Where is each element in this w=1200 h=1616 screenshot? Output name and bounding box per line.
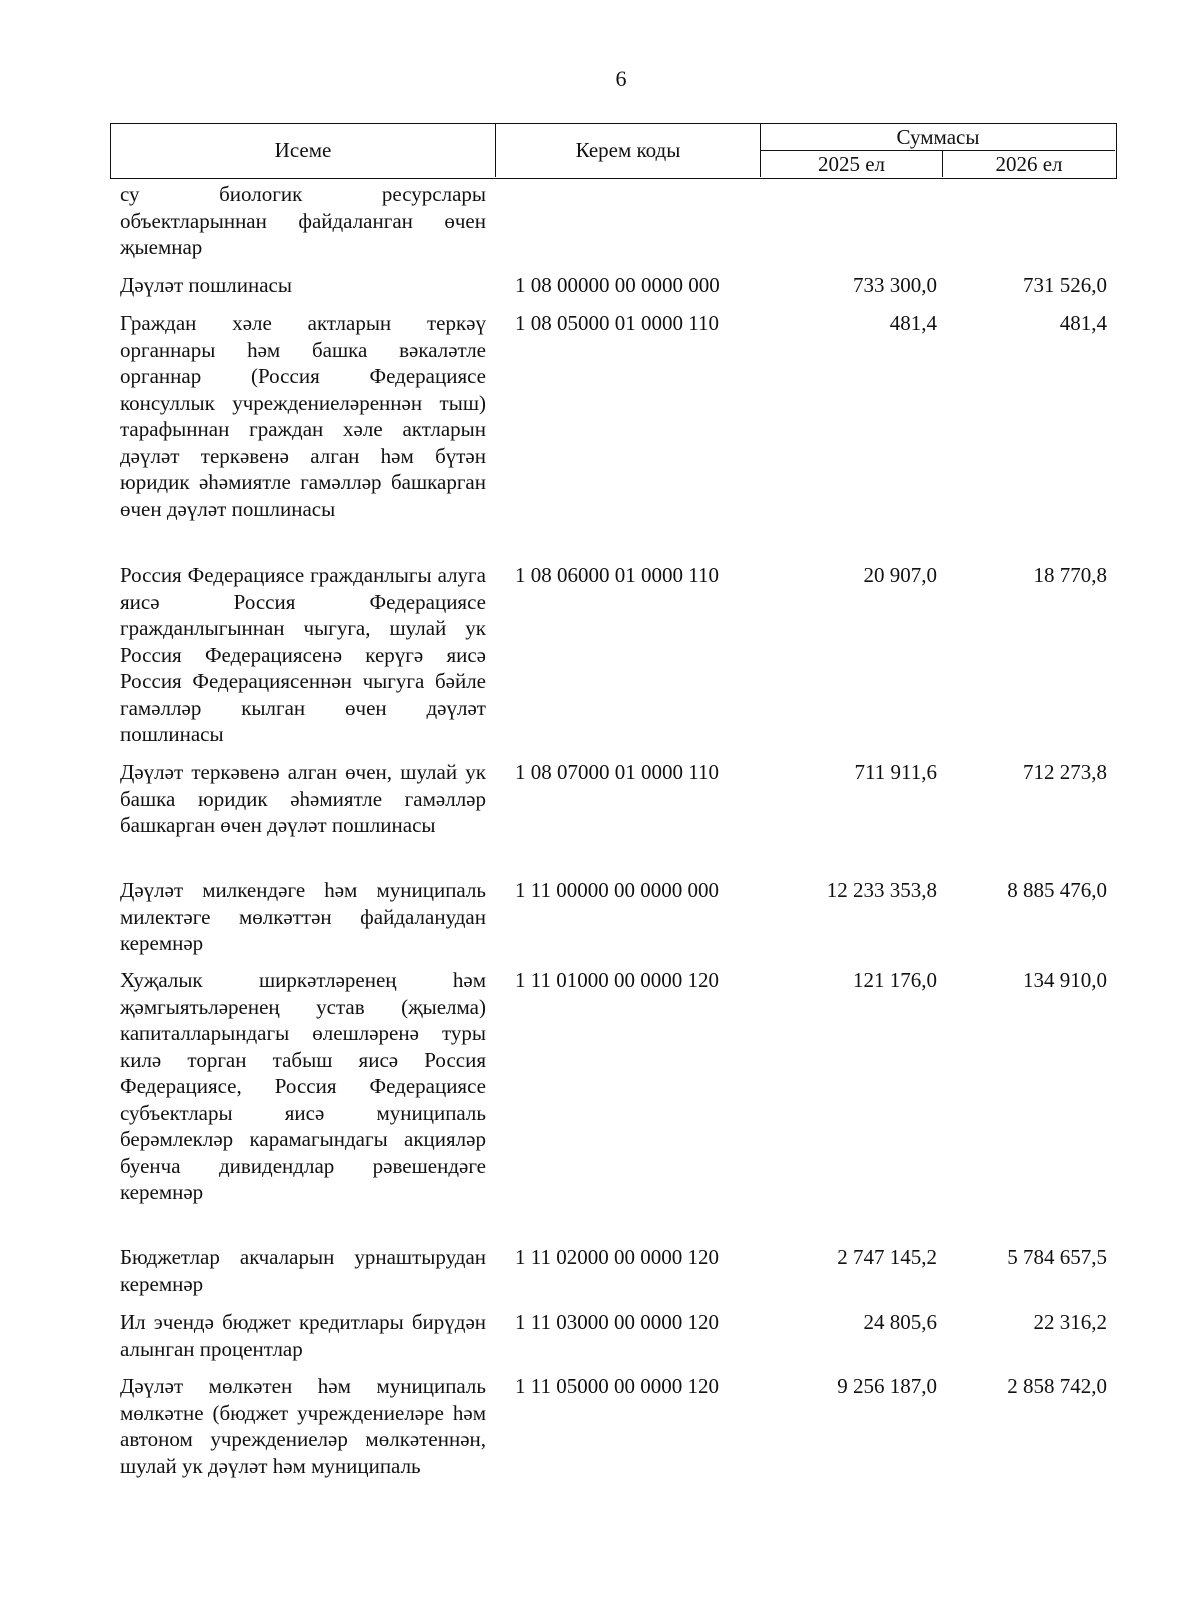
row-code: 1 08 06000 01 0000 110 <box>515 563 719 587</box>
row-value-2026: 134 910,0 <box>1023 968 1107 992</box>
row-name: Ил эчендә бюджет кредитлары бирүдән алынган процентлар <box>120 1310 486 1361</box>
row-value-2026: 481,4 <box>1059 311 1107 335</box>
row-value-2025: 481,4 <box>889 311 937 335</box>
row-value-2026: 731 526,0 <box>1023 273 1107 297</box>
row-name: Россия Федерациясе гражданлыгы алуга яисә Россия Федерациясе гражданлыгыннан чыгуга, шулай ук Россия Федерациясенә керүгә яисә Россия Федерациясеннән чыгуга бәйле гамәлләр кылган өчен дәүләт пошлинасы <box>120 563 486 746</box>
row-code: 1 11 00000 00 0000 000 <box>515 878 719 902</box>
row-value-2025: 121 176,0 <box>853 968 937 992</box>
row-name: су биологик ресурслары объектларыннан файдаланган өчен җыемнар <box>120 182 486 259</box>
row-value-2025: 2 747 145,2 <box>837 1245 937 1269</box>
row-value-2025: 9 256 187,0 <box>837 1374 937 1398</box>
row-value-2026: 2 858 742,0 <box>1007 1374 1107 1398</box>
row-value-2026: 712 273,8 <box>1023 760 1107 784</box>
row-value-2025: 733 300,0 <box>853 273 937 297</box>
row-value-2025: 24 805,6 <box>863 1310 937 1334</box>
column-header-code: Керем коды <box>496 124 761 177</box>
table-header <box>110 123 1117 179</box>
row-code: 1 08 07000 01 0000 110 <box>515 760 719 784</box>
row-name: Дәүләт милкендәге һәм муниципаль милектәге мөлкәттән файдаланудан керемнәр <box>120 878 486 955</box>
row-value-2026: 8 885 476,0 <box>1007 878 1107 902</box>
page-number: 6 <box>615 66 627 91</box>
row-value-2025: 20 907,0 <box>863 563 937 587</box>
row-code: 1 11 02000 00 0000 120 <box>515 1245 719 1269</box>
column-header-year-2026: 2026 ел <box>995 152 1063 176</box>
row-code: 1 08 00000 00 0000 000 <box>515 273 720 297</box>
row-value-2026: 18 770,8 <box>1033 563 1107 587</box>
row-name: Хуҗалык ширкәтләренең һәм җәмгыятьләренең устав (җыелма) капиталларындагы өлешләренә туры килә торган табыш яисә Россия Федерациясе, Россия Федерациясе субъектлары яисә муниципаль берәмлекләр карамагындагы акцияләр буенча дивидендлар рәвешендәге керемнәр <box>120 968 486 1204</box>
row-name: Дәүләт пошлинасы <box>120 273 292 297</box>
row-name: Бюджетлар акчаларын урнаштырудан керемнәр <box>120 1245 486 1296</box>
row-value-2026: 5 784 657,5 <box>1007 1245 1107 1269</box>
row-name: Граждан хәле актларын теркәү органнары һәм башка вәкаләтле органнар (Россия Федерациясе консуллык учреждениеләреннән тыш) тарафыннан граждан хәле актларын дәүләт теркәвенә алган һәм бүтән юридик әһәмиятле гамәлләр башкарган өчен дәүләт пошлинасы <box>120 311 486 521</box>
row-value-2025: 12 233 353,8 <box>826 878 937 902</box>
row-code: 1 08 05000 01 0000 110 <box>515 311 719 335</box>
row-code: 1 11 01000 00 0000 120 <box>515 968 719 992</box>
column-header-year-2025: 2025 ел <box>761 151 943 177</box>
row-code: 1 11 03000 00 0000 120 <box>515 1310 719 1334</box>
column-header-sums: Суммасы <box>761 124 1115 151</box>
row-value-2025: 711 911,6 <box>854 760 937 784</box>
column-header-name: Исеме <box>111 124 496 177</box>
row-name: Дәүләт мөлкәтен һәм муниципаль мөлкәтне (бюджет учреждениеләре һәм автоном учреждениеләр мөлкәтеннән, шулай ук дәүләт һәм муниципаль <box>120 1374 486 1478</box>
row-value-2026: 22 316,2 <box>1033 1310 1107 1334</box>
row-name: Дәүләт теркәвенә алган өчен, шулай ук башка юридик әһәмиятле гамәлләр башкарган өчен дәүләт пошлинасы <box>120 760 486 837</box>
row-code: 1 11 05000 00 0000 120 <box>515 1374 719 1398</box>
